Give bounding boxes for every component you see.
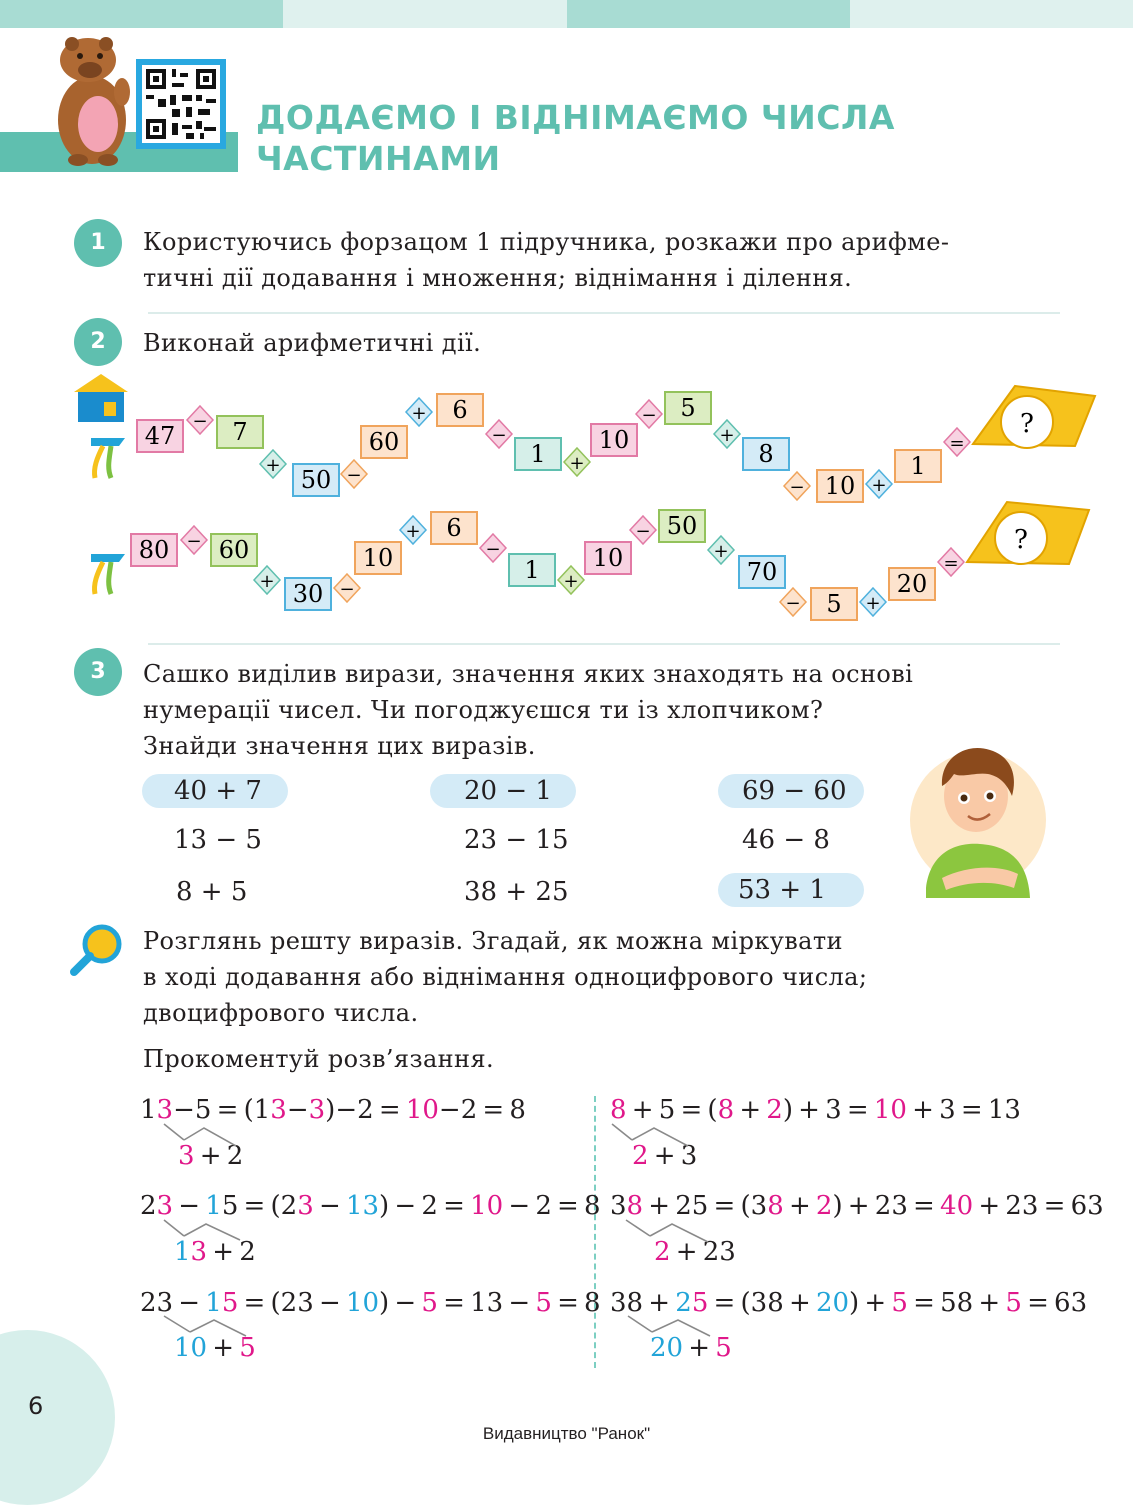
page-corner: [0, 1330, 115, 1505]
expression: 69 − 60: [742, 776, 847, 806]
task-3-text: [143, 656, 913, 764]
top-bar-segment-2: [283, 0, 567, 28]
chain-2-op-3: [334, 574, 360, 602]
chain-2-value-10: 20: [896, 570, 928, 598]
chain-2-op-5-sign: −: [485, 539, 501, 560]
chain-1-op-5: [486, 420, 512, 448]
chain-1-value-3: 60: [368, 428, 400, 456]
chain-1-box-8: [743, 438, 789, 470]
chain-2-value-4: 6: [446, 514, 462, 542]
split-arrows: [150, 1118, 750, 1348]
chain-2-start-box: [131, 534, 177, 566]
kite-1: [973, 386, 1095, 448]
chain-1-op-6-sign: +: [569, 453, 585, 474]
ribbon-icon: [91, 438, 125, 478]
solution-left-3: 23 − 15 = (23 − 10) − 5 = 13 − 5 = 8: [140, 1288, 601, 1318]
chain-2-op-6-sign: +: [563, 571, 579, 592]
chain-2-op-10: [860, 588, 886, 616]
chain-1-answer: ?: [1020, 409, 1034, 439]
expression: 38 + 25: [464, 877, 569, 907]
boy-illustration: [906, 738, 1050, 908]
task-1-line-2: тичні дії додавання і множення; віднімання і ділення.: [143, 264, 853, 292]
chain-2-op-4: [400, 516, 426, 544]
chain-1-value-10: 1: [910, 452, 926, 480]
ribbon-icon: [91, 554, 125, 594]
chain-2-box-10: [889, 568, 935, 600]
chain-1-value-7: 5: [680, 394, 696, 422]
chain-1-value-4: 6: [452, 396, 468, 424]
chain-1-box-4: [437, 394, 483, 426]
publisher-credit: Видавництво "Ранок": [482, 1424, 651, 1443]
capybara-illustration: [48, 32, 140, 168]
expression: 8 + 5: [176, 877, 248, 907]
separator-1: [148, 312, 1060, 314]
chain-1-op-5-sign: −: [491, 425, 507, 446]
chain-2-box-2: [285, 578, 331, 610]
chain-2-value-2: 30: [292, 580, 324, 608]
solution-right-3: 38 + 25 = (38 + 20) + 5 = 58 + 5 = 63: [610, 1288, 1088, 1318]
chain-2-op-9-sign: −: [785, 593, 801, 614]
task-2-text: Виконай арифметичні дії.: [143, 329, 482, 357]
chain-1-op-7-sign: −: [641, 405, 657, 426]
task-4-line-3: двоцифрового числа.: [143, 999, 419, 1027]
chain-2-value-3: 10: [362, 544, 394, 572]
chain-2-op-2-sign: +: [259, 571, 275, 592]
page-title-line-1: ДОДАЄМО І ВІДНІМАЄМО ЧИСЛА: [256, 98, 895, 137]
chain-1: [85, 376, 1105, 506]
chain-2-op-2: [254, 566, 280, 594]
expression: 20 − 1: [464, 776, 552, 806]
chain-1-op-7: [636, 400, 662, 428]
chain-2-box-8: [739, 556, 785, 588]
task-4-text: [143, 923, 867, 1031]
task-4-line-4: Прокоментуй розв’язання.: [143, 1045, 495, 1073]
task-4-line-2: в ході додавання або віднімання одноцифрового числа;: [143, 963, 868, 991]
chain-2-box-6: [585, 542, 631, 574]
chain-1-op-2: [260, 450, 286, 478]
task-3-line-2: нумерації чисел. Чи погоджуєшся ти із хлопчиком?: [143, 696, 824, 724]
task-2-number: 2: [74, 318, 122, 366]
chain-1-box-10: [895, 450, 941, 482]
chain-1-op-8: [714, 420, 740, 448]
chain-1-op-4: [406, 398, 432, 426]
chain-2-op-3-sign: −: [339, 579, 355, 600]
expression: 13 − 5: [174, 825, 262, 855]
chain-2-box-7: [659, 510, 705, 542]
task-3-line-1: Сашко виділив вирази, значення яких знаходять на основі: [143, 660, 914, 688]
chain-1-equals-sign: =: [949, 433, 965, 454]
top-bar-segment-1: [0, 0, 283, 28]
page-title: [256, 97, 895, 179]
task-3-line-3: Знайди значення цих виразів.: [143, 732, 536, 760]
chain-2-value-5: 1: [524, 556, 540, 584]
solution-right-1: 8 + 5 = (8 + 2) + 3 = 10 + 3 = 13: [610, 1095, 1021, 1125]
expression: 53 + 1: [738, 875, 826, 905]
separator-2: [148, 643, 1060, 645]
solution-left-1: 13−5 = (13−3)−2 = 10−2 = 8: [140, 1095, 526, 1125]
chain-2-box-4: [431, 512, 477, 544]
chain-1-op-4-sign: +: [411, 403, 427, 424]
chain-2-answer: ?: [1014, 525, 1028, 555]
chain-2-equals-sign: =: [943, 553, 959, 574]
chain-1-box-6: [591, 424, 637, 456]
chain-1-box-2: [293, 464, 339, 496]
chain-2-value-1: 60: [218, 536, 250, 564]
chain-2-op-7: [630, 516, 656, 544]
chain-2-op-1: [181, 526, 207, 554]
expression: 46 − 8: [742, 825, 830, 855]
task-1-line-1: Користуючись форзацом 1 підручника, розкажи про арифме-: [143, 228, 950, 256]
chain-2-box-9: [811, 588, 857, 620]
solution-left-3-split: 10 + 5: [174, 1333, 256, 1363]
chain-2: [85, 494, 1105, 624]
chain-1-box-1: [217, 416, 263, 448]
magnifier-icon: [68, 922, 124, 978]
chain-2-op-6: [558, 566, 584, 594]
chain-2-op-4-sign: +: [405, 521, 421, 542]
chain-1-box-3: [361, 426, 407, 458]
solution-right-2-split: 2 + 23: [654, 1237, 736, 1267]
kite-2: [967, 502, 1089, 564]
chain-1-start: 47: [144, 422, 176, 450]
chain-2-equals: [938, 548, 964, 576]
chain-1-value-6: 10: [598, 426, 630, 454]
task-1-number: 1: [74, 219, 122, 267]
chain-1-value-8: 8: [758, 440, 774, 468]
chain-1-op-10-sign: +: [871, 475, 887, 496]
solution-right-3-split: 20 + 5: [650, 1333, 732, 1363]
solution-left-2: 23 − 15 = (23 − 13) − 2 = 10 − 2 = 8: [140, 1191, 601, 1221]
chain-1-op-3: [341, 460, 367, 488]
chain-1-value-5: 1: [530, 440, 546, 468]
chain-2-box-5: [509, 554, 555, 586]
chain-2-op-5: [480, 534, 506, 562]
chain-2-op-10-sign: +: [865, 593, 881, 614]
chain-1-start-box: [137, 420, 183, 452]
chain-1-value-9: 10: [824, 472, 856, 500]
chain-1-value-1: 7: [232, 418, 248, 446]
chain-2-box-3: [355, 542, 401, 574]
chain-2-value-7: 50: [666, 512, 698, 540]
chain-1-op-8-sign: +: [719, 425, 735, 446]
task-3-number: 3: [74, 648, 122, 696]
chain-2-op-1-sign: −: [186, 531, 202, 552]
chain-2-value-8: 70: [746, 558, 778, 586]
chain-2-op-9: [780, 588, 806, 616]
chain-1-op-1-sign: −: [192, 411, 208, 432]
expression: 40 + 7: [174, 776, 262, 806]
chain-2-box-1: [211, 534, 257, 566]
qr-code[interactable]: [136, 59, 226, 149]
top-bar-segment-4: [850, 0, 1133, 28]
page-number: 6: [28, 1392, 44, 1420]
task-4-line-1: Розглянь решту виразів. Згадай, як можна міркувати: [143, 927, 843, 955]
chain-1-op-9-sign: −: [789, 477, 805, 498]
solution-left-1-split: 3 + 2: [178, 1141, 244, 1171]
chain-1-op-6: [564, 448, 590, 476]
chain-1-box-7: [665, 392, 711, 424]
chain-2-value-6: 10: [592, 544, 624, 572]
task-1-text: [143, 224, 949, 296]
chain-2-op-8-sign: +: [713, 541, 729, 562]
qr-pattern: [142, 65, 220, 143]
chain-1-op-1: [187, 406, 213, 434]
top-bar-segment-3: [567, 0, 850, 28]
chain-2-start: 80: [138, 536, 170, 564]
chain-1-value-2: 50: [300, 466, 332, 494]
page-title-line-2: ЧАСТИНАМИ: [256, 139, 501, 178]
solution-right-2: 38 + 25 = (38 + 2) + 23 = 40 + 23 = 63: [610, 1191, 1104, 1221]
chain-2-value-9: 5: [826, 590, 842, 618]
solution-right-1-split: 2 + 3: [632, 1141, 698, 1171]
chain-1-box-5: [515, 438, 561, 470]
expression: 23 − 15: [464, 825, 569, 855]
chain-2-op-7-sign: −: [635, 521, 651, 542]
chain-1-equals: [944, 428, 970, 456]
solution-left-2-split: 13 + 2: [174, 1237, 256, 1267]
chain-1-op-2-sign: +: [265, 455, 281, 476]
chain-2-op-8: [708, 536, 734, 564]
chain-1-op-3-sign: −: [346, 465, 362, 486]
